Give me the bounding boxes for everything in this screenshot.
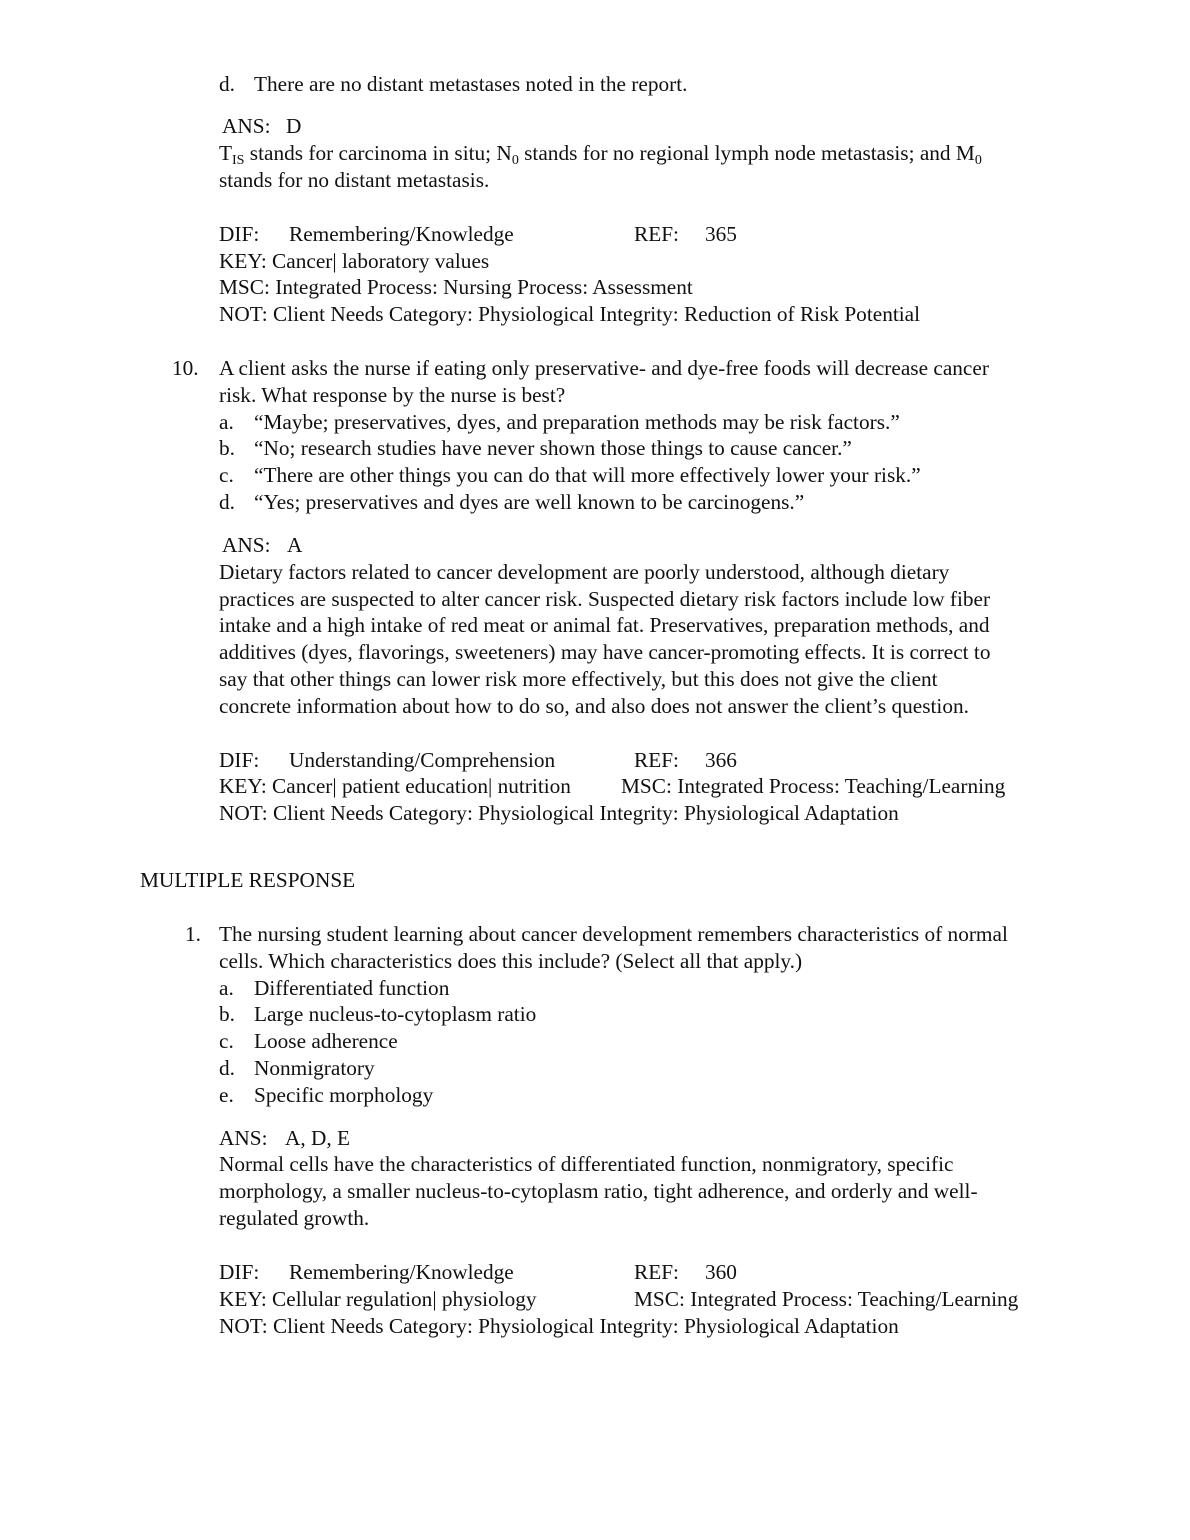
section-heading: MULTIPLE RESPONSE bbox=[140, 868, 356, 892]
q10-option-d-letter: d. bbox=[219, 490, 235, 514]
q10-option-a-text: “Maybe; preservatives, dyes, and preparation methods may be risk factors.” bbox=[254, 410, 900, 434]
q10-rationale-line: additives (dyes, flavorings, sweeteners) may have cancer-promoting effects. It is correct to bbox=[219, 640, 991, 664]
q9-option-d-text: There are no distant metastases noted in the report. bbox=[254, 72, 688, 96]
q10-ans-value: A bbox=[287, 533, 303, 557]
q10-option-b-text: “No; research studies have never shown those things to cause cancer.” bbox=[254, 436, 852, 460]
q10-msc: MSC: Integrated Process: Teaching/Learning bbox=[621, 774, 1006, 798]
q10-not: NOT: Client Needs Category: Physiological Integrity: Physiological Adaptation bbox=[219, 801, 899, 825]
mr1-option-a-letter: a. bbox=[219, 976, 234, 1000]
q10-option-b-letter: b. bbox=[219, 436, 235, 460]
q10-rationale-line: practices are suspected to alter cancer risk. Suspected dietary risk factors include low fiber bbox=[219, 587, 991, 611]
q9-dif-value: Remembering/Knowledge bbox=[289, 222, 514, 246]
q10-option-d-text: “Yes; preservatives and dyes are well known to be carcinogens.” bbox=[254, 490, 805, 514]
q10-dif-value: Understanding/Comprehension bbox=[289, 748, 556, 772]
q10-rationale-line: concrete information about how to do so, and also does not answer the client’s question. bbox=[219, 694, 969, 718]
q9-ref-label: REF: bbox=[634, 222, 679, 246]
mr1-option-d-text: Nonmigratory bbox=[254, 1056, 375, 1080]
q9-ref-value: 365 bbox=[705, 222, 737, 246]
mr1-stem-line2: cells. Which characteristics does this include? (Select all that apply.) bbox=[219, 949, 803, 973]
q9-msc: MSC: Integrated Process: Nursing Process: Assessment bbox=[219, 275, 693, 299]
mr1-option-e-text: Specific morphology bbox=[254, 1083, 434, 1107]
q9-ans-value: D bbox=[286, 114, 302, 138]
q10-stem-line2: risk. What response by the nurse is best? bbox=[219, 383, 566, 407]
mr1-option-b-letter: b. bbox=[219, 1002, 235, 1026]
q10-key: KEY: Cancer| patient education| nutrition bbox=[219, 774, 571, 798]
mr1-option-c-text: Loose adherence bbox=[254, 1029, 398, 1053]
q9-rationale-line1: TIS stands for carcinoma in situ; N0 stands for no regional lymph node metastasis; and M0 bbox=[219, 141, 982, 168]
q9-option-d-letter: d. bbox=[219, 72, 235, 96]
mr1-option-c-letter: c. bbox=[219, 1029, 234, 1053]
mr1-option-d-letter: d. bbox=[219, 1056, 235, 1080]
mr1-msc: MSC: Integrated Process: Teaching/Learning bbox=[634, 1287, 1019, 1311]
mr1-dif-label: DIF: bbox=[219, 1260, 260, 1284]
q10-stem-line1: A client asks the nurse if eating only preservative- and dye-free foods will decrease cancer bbox=[219, 356, 989, 380]
q9-key: KEY: Cancer| laboratory values bbox=[219, 249, 490, 273]
q9-not: NOT: Client Needs Category: Physiological Integrity: Reduction of Risk Potential bbox=[219, 302, 921, 326]
mr1-ans-label: ANS: bbox=[219, 1126, 268, 1150]
mr1-option-b-text: Large nucleus-to-cytoplasm ratio bbox=[254, 1002, 537, 1026]
q9-rationale-line2: stands for no distant metastasis. bbox=[219, 168, 490, 192]
mr1-number: 1. bbox=[185, 922, 201, 946]
q10-dif-label: DIF: bbox=[219, 748, 260, 772]
q9-ans-label: ANS: bbox=[222, 114, 271, 138]
mr1-option-e-letter: e. bbox=[219, 1083, 234, 1107]
q10-rationale-line: intake and a high intake of red meat or animal fat. Preservatives, preparation methods, and bbox=[219, 613, 990, 637]
mr1-rationale-line: morphology, a smaller nucleus-to-cytoplasm ratio, tight adherence, and orderly and well- bbox=[219, 1179, 978, 1203]
mr1-ref-value: 360 bbox=[705, 1260, 737, 1284]
mr1-not: NOT: Client Needs Category: Physiological Integrity: Physiological Adaptation bbox=[219, 1314, 899, 1338]
q10-ref-label: REF: bbox=[634, 748, 679, 772]
q10-ref-value: 366 bbox=[705, 748, 737, 772]
q10-rationale-line: Dietary factors related to cancer development are poorly understood, although dietary bbox=[219, 560, 950, 584]
mr1-rationale-line: Normal cells have the characteristics of differentiated function, nonmigratory, specific bbox=[219, 1152, 954, 1176]
mr1-ans-value: A, D, E bbox=[285, 1126, 351, 1150]
mr1-option-a-text: Differentiated function bbox=[254, 976, 450, 1000]
mr1-dif-value: Remembering/Knowledge bbox=[289, 1260, 514, 1284]
q10-ans-label: ANS: bbox=[222, 533, 271, 557]
mr1-key: KEY: Cellular regulation| physiology bbox=[219, 1287, 537, 1311]
mr1-ref-label: REF: bbox=[634, 1260, 679, 1284]
q10-option-a-letter: a. bbox=[219, 410, 234, 434]
q10-rationale-line: say that other things can lower risk more effectively, but this does not give the client bbox=[219, 667, 938, 691]
mr1-rationale-line: regulated growth. bbox=[219, 1206, 370, 1230]
q9-dif-label: DIF: bbox=[219, 222, 260, 246]
q10-number: 10. bbox=[172, 356, 199, 380]
mr1-stem-line1: The nursing student learning about cancer development remembers characteristics of normal bbox=[219, 922, 1008, 946]
q10-option-c-text: “There are other things you can do that will more effectively lower your risk.” bbox=[254, 463, 921, 487]
q10-option-c-letter: c. bbox=[219, 463, 234, 487]
